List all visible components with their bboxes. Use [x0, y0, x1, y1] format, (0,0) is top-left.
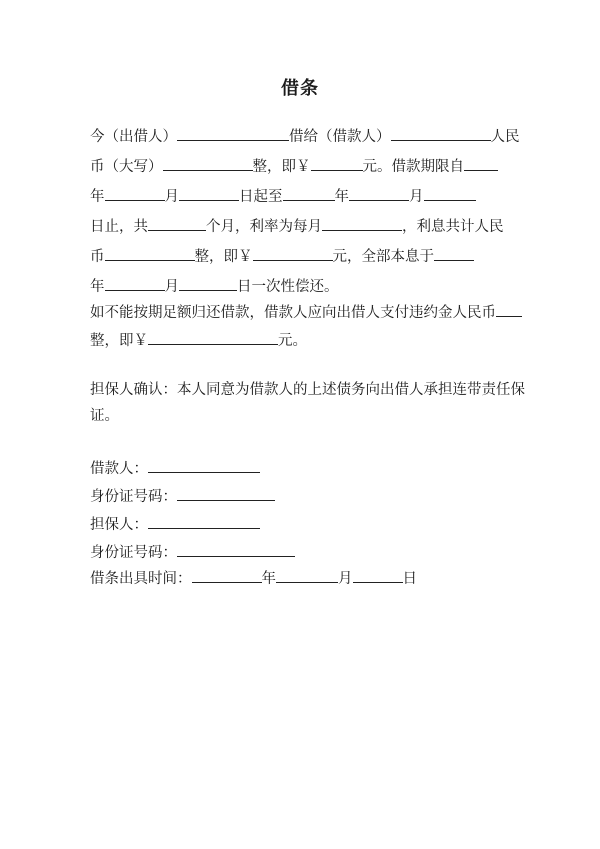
guarantor-id-label: 身份证号码：: [90, 545, 177, 561]
amount-number-blank[interactable]: [311, 154, 363, 171]
text-month-3: 月: [164, 279, 179, 295]
issue-day-label: 日: [402, 571, 417, 587]
borrower-signature-line: [90, 456, 520, 480]
amount-capital-blank[interactable]: [163, 154, 253, 171]
paragraph1-line4: [90, 214, 520, 238]
paragraph1-line3: [90, 184, 520, 208]
borrower-blank[interactable]: [391, 124, 491, 141]
start-day-blank[interactable]: [179, 184, 239, 201]
paragraph1-line2: [90, 154, 520, 178]
repay-year-blank[interactable]: [434, 244, 474, 261]
text-capital-label: 币（大写）: [90, 159, 163, 175]
guarantor-signature-line: [90, 512, 520, 536]
penalty-capital-blank[interactable]: [496, 300, 522, 317]
paragraph1-line1: [90, 124, 520, 148]
borrower-id-blank[interactable]: [177, 484, 275, 501]
text-yuan-symbol-3: 整，即￥: [90, 333, 148, 349]
paragraph1-line5: [90, 244, 520, 268]
start-year-blank[interactable]: [464, 154, 498, 171]
guarantor-signature-blank[interactable]: [148, 512, 260, 529]
text-term-from: 元。借款期限自: [362, 159, 464, 175]
penalty-number-blank[interactable]: [148, 328, 278, 345]
text-year-2: 年: [334, 189, 349, 205]
text-month-2: 月: [409, 189, 424, 205]
text-repay-at: 元，全部本息于: [332, 249, 434, 265]
end-year-blank[interactable]: [283, 184, 335, 201]
text-month: 月: [164, 189, 179, 205]
text-rmb-1: 人民: [490, 129, 520, 145]
borrower-id-line: [90, 484, 520, 508]
start-month-blank[interactable]: [105, 184, 165, 201]
issue-year-blank[interactable]: [192, 566, 262, 583]
text-yuan-end: 元。: [278, 333, 307, 349]
guarantee-line2: 证。: [90, 408, 119, 424]
text-total-months: 日止，共: [90, 219, 148, 235]
repay-day-blank[interactable]: [179, 274, 237, 291]
text-year-3: 年: [90, 279, 105, 295]
guarantee-line1: 担保人确认：本人同意为借款人的上述债务向出借人承担连带责任保: [90, 382, 525, 398]
guarantor-label: 担保人：: [90, 517, 148, 533]
end-day-blank[interactable]: [424, 184, 476, 201]
text-repay-once: 日一次性偿还。: [237, 279, 339, 295]
borrower-signature-blank[interactable]: [148, 456, 260, 473]
text-rate-label: 个月，利率为每月: [206, 219, 322, 235]
text-year: 年: [90, 189, 105, 205]
text-interest-label: ，利息共计人民: [402, 219, 504, 235]
issue-date-line: [90, 566, 520, 590]
lender-blank[interactable]: [177, 124, 289, 141]
issue-date-label: 借条出具时间：: [90, 571, 192, 587]
borrower-label: 借款人：: [90, 461, 148, 477]
issue-year-label: 年: [261, 571, 276, 587]
text-lender-label: 今（出借人）: [90, 129, 177, 145]
guarantor-id-blank[interactable]: [177, 540, 295, 557]
paragraph2-line2: [90, 328, 520, 352]
borrower-id-label: 身份证号码：: [90, 489, 177, 505]
text-yuan-symbol: 整，即￥: [252, 159, 311, 175]
rate-blank[interactable]: [322, 214, 402, 231]
interest-number-blank[interactable]: [253, 244, 333, 261]
text-borrower-label: 借给（借款人）: [289, 129, 391, 145]
text-rmb-2: 币: [90, 249, 105, 265]
text-penalty: 如不能按期足额归还借款，借款人应向出借人支付违约金人民币: [90, 305, 496, 321]
text-yuan-symbol-2: 整，即￥: [194, 249, 253, 265]
issue-month-label: 月: [338, 571, 353, 587]
document-title: 借条: [281, 78, 319, 99]
end-month-blank[interactable]: [349, 184, 409, 201]
issue-day-blank[interactable]: [353, 566, 403, 583]
repay-month-blank[interactable]: [105, 274, 165, 291]
interest-capital-blank[interactable]: [105, 244, 195, 261]
paragraph1-line6: [90, 274, 520, 298]
text-day-to: 日起至: [239, 189, 283, 205]
months-blank[interactable]: [148, 214, 206, 231]
guarantor-id-line: [90, 540, 520, 564]
paragraph2-line1: [90, 300, 520, 324]
issue-month-blank[interactable]: [276, 566, 338, 583]
